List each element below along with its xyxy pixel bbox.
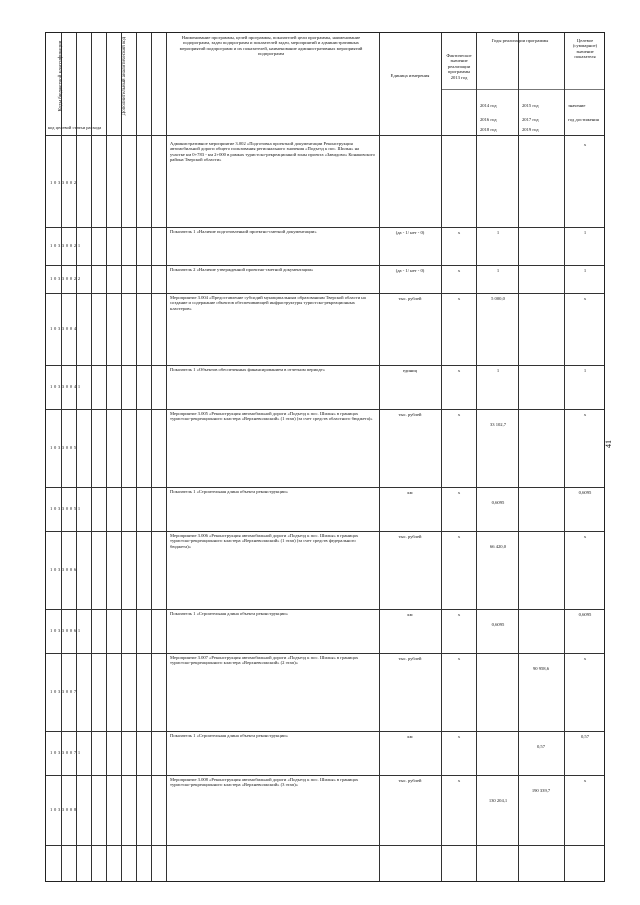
row-actual: x xyxy=(457,612,461,617)
row-v2014: 1 xyxy=(496,368,500,373)
row-v2014: 1 xyxy=(496,268,500,273)
header-target: Целевое (суммарное) значение показателя xyxy=(572,38,598,60)
row-target: 0,57 xyxy=(580,734,590,739)
row-unit: км xyxy=(407,490,413,495)
header-names: Наименование программы, целей программы, показателей цели программы, наименование подпрограмм, задач подпрограмм и показателей задач, мероприятий и административных мероприятий подпрограмм и их показателей, наименование административных мероприятий подпрограмм xyxy=(179,35,363,57)
row-codes: 1 0 3 3 0 0 6 xyxy=(50,567,77,572)
row-name: Мероприятие 3.004 «Предоставление субсидий муниципальным образованиям Тверской области на создание и содержание объектов обеспечивающей инфраструктуры туристско-рекреационных кластеров» xyxy=(170,295,366,311)
row-codes: 1 0 3 3 0 0 2 1 xyxy=(50,243,81,248)
row-codes: 1 0 3 3 0 0 4 xyxy=(50,326,77,331)
row-actual: x xyxy=(457,490,461,495)
header-analytical-code: Дополнительный аналитический код xyxy=(122,36,128,116)
header-actual: Фактическое значение реализации программы 2013 год xyxy=(446,53,472,80)
row-name: Показатель 2 «Наличие утвержденной проектно-сметной документации» xyxy=(170,267,314,272)
row-v2016: 33 102,7 xyxy=(489,422,507,427)
header-unit: Единица измерения xyxy=(390,73,430,78)
row-unit: км xyxy=(407,612,413,617)
row-unit: (да - 1/ нет - 0) xyxy=(395,268,425,273)
row-unit: тыс. рублей xyxy=(398,534,422,539)
year-2017: 2017 год xyxy=(522,117,539,122)
header-years: Годы реализации программы xyxy=(491,38,549,43)
row-name: Мероприятие 3.007 «Реконструкция автомобильной дороги «Подъезд к пос. Шилья» в границах туристско-рекреационного кластера «Верхневолжский» (2 этап)» xyxy=(170,655,359,666)
row-name: Показатель 1 «Строительная длина объекта реконструкции» xyxy=(170,611,288,616)
header-value: значение xyxy=(568,103,586,108)
header-year: год достижения xyxy=(568,117,599,122)
row-name: Мероприятие 3.005 «Реконструкция автомобильной дороги «Подъезд к пос. Шилья» в границах туристско-рекреационного кластера «Верхневолжский» (1 этап) (за счет средств областного бюджета)» xyxy=(170,411,373,422)
row-target: 1 xyxy=(583,230,587,235)
row-target: 0,6095 xyxy=(578,612,592,617)
header-codes-sub: код целевой статьи расхода xyxy=(48,125,102,130)
row-v2014: 1 xyxy=(496,230,500,235)
year-2016: 2016 год xyxy=(480,117,497,122)
page-number: 41 xyxy=(604,440,613,448)
row-actual: x xyxy=(457,734,461,739)
row-target: x xyxy=(583,412,587,417)
row-target: 0,6095 xyxy=(578,490,592,495)
row-codes: 1 0 3 3 0 0 4 1 xyxy=(50,384,81,389)
row-v2014: 5 000,0 xyxy=(491,296,505,301)
header-budget-codes: Коды бюджетной классификации xyxy=(58,40,64,112)
year-2015: 2015 год xyxy=(522,103,539,108)
row-actual: x xyxy=(457,656,461,661)
row-target: x xyxy=(583,534,587,539)
row-unit: тыс. рублей xyxy=(398,296,422,301)
row-actual: x xyxy=(457,778,461,783)
row-v2017: 190 339,7 xyxy=(531,788,551,793)
row-target: x xyxy=(583,656,587,661)
row-target: 1 xyxy=(583,268,587,273)
budget-table xyxy=(45,32,605,882)
row-v2018: 130 204,1 xyxy=(488,798,508,803)
row-v2017: 0,57 xyxy=(536,744,546,749)
row-v2016: 0,6095 xyxy=(491,622,505,627)
row-unit: (да - 1/ нет - 0) xyxy=(395,230,425,235)
row-codes: 1 0 3 3 0 0 5 1 xyxy=(50,506,81,511)
row-actual: x xyxy=(457,534,461,539)
row-actual: x xyxy=(457,268,461,273)
row-name: Показатель 1 «Наличие подготовленной проектно-сметной документации» xyxy=(170,229,317,234)
row-actual: x xyxy=(457,368,461,373)
row-name: Показатель 1 «Строительная длина объекта реконструкции» xyxy=(170,733,288,738)
year-2019: 2019 год xyxy=(522,127,539,132)
row-target: 1 xyxy=(583,368,587,373)
year-2014: 2014 год xyxy=(480,103,497,108)
row-unit: тыс. рублей xyxy=(398,412,422,417)
row-name: Показатель 1 «Объектов обеспеченных финансированием в отчетном периоде» xyxy=(170,367,325,372)
row-target: x xyxy=(583,142,587,147)
row-unit: единиц xyxy=(402,368,418,373)
row-codes: 1 0 3 3 0 0 2 2 xyxy=(50,276,81,281)
row-actual: x xyxy=(457,230,461,235)
row-actual: x xyxy=(457,296,461,301)
row-name: Мероприятие 3.008 «Реконструкция автомобильной дороги «Подъезд к пос. Шилья» в границах туристско-рекреационного кластера «Верхневолжский» (3 этап)» xyxy=(170,777,359,788)
row-codes: 1 0 3 3 0 0 8 xyxy=(50,807,77,812)
row-codes: 1 0 3 3 0 0 2 xyxy=(50,180,77,185)
row-unit: тыс. рублей xyxy=(398,656,422,661)
row-target: x xyxy=(583,296,587,301)
year-2018: 2018 год xyxy=(480,127,497,132)
row-name: Мероприятие 3.006 «Реконструкция автомобильной дороги «Подъезд к пос. Шилья» в границах туристско-рекреационного кластера «Верхневолжский» (1 этап) (за счет средств федерального бюджета)» xyxy=(170,533,359,549)
row-unit: км xyxy=(407,734,413,739)
row-codes: 1 0 3 3 0 0 7 xyxy=(50,689,77,694)
row-unit: тыс. рублей xyxy=(398,778,422,783)
row-actual: x xyxy=(457,412,461,417)
row-v2017: 90 958,6 xyxy=(532,666,550,671)
row-target: x xyxy=(583,778,587,783)
row-name: Административное мероприятие 3.002 «Подготовка проектной документации Реконструкция автомобильной дороги общего пользования регионального значения «Подъезд к пос. Шилья» на участке км 0+783 - км 2+000 в рамках туристско-рекреационной зоны проекта «Завидово» Конаковского района Тверской области» xyxy=(170,141,375,163)
row-codes: 1 0 3 3 0 0 6 1 xyxy=(50,628,81,633)
row-v2016: 0,6095 xyxy=(491,500,505,505)
row-codes: 1 0 3 3 0 0 7 1 xyxy=(50,750,81,755)
row-codes: 1 0 3 3 0 0 5 xyxy=(50,445,77,450)
row-v2016: 66 420,0 xyxy=(489,544,507,549)
row-name: Показатель 1 «Строительная длина объекта реконструкции» xyxy=(170,489,288,494)
